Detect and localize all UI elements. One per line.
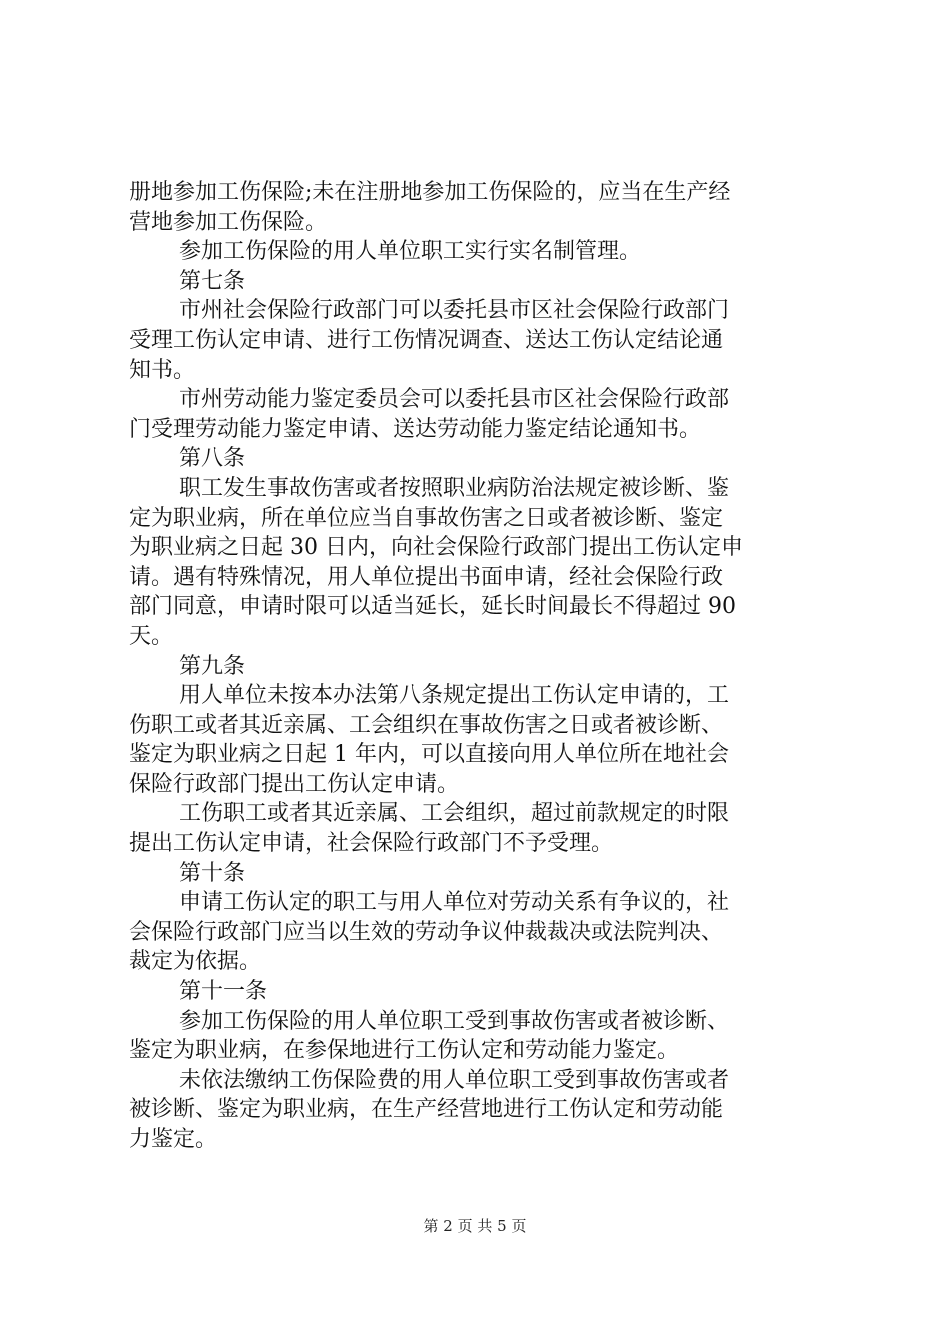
text-line: 提出工伤认定申请，社会保险行政部门不予受理。: [129, 831, 614, 857]
text-line: 工伤职工或者其近亲属、工会组织，超过前款规定的时限: [179, 801, 730, 827]
text-line: 伤职工或者其近亲属、工会组织在事故伤害之日或者被诊断、: [129, 712, 724, 738]
text-line: 第七条: [179, 268, 246, 294]
text-line: 部门同意，申请时限可以适当延长，延长时间最长不得超过 90: [129, 594, 736, 620]
text-line: 保险行政部门提出工伤认定申请。: [129, 771, 460, 797]
text-line: 鉴定为职业病之日起 1 年内，可以直接向用人单位所在地社会: [129, 742, 729, 768]
text-line: 营地参加工伤保险。: [129, 209, 328, 235]
text-line: 第八条: [179, 446, 246, 472]
text-line: 鉴定为职业病，在参保地进行工伤认定和劳动能力鉴定。: [129, 1038, 680, 1064]
text-line: 用人单位未按本办法第八条规定提出工伤认定申请的，工: [179, 683, 730, 709]
text-line: 市州劳动能力鉴定委员会可以委托县市区社会保险行政部: [179, 387, 730, 413]
text-line: 门受理劳动能力鉴定申请、送达劳动能力鉴定结论通知书。: [129, 416, 702, 442]
text-line: 请。遇有特殊情况，用人单位提出书面申请，经社会保险行政: [129, 564, 724, 590]
text-line: 为职业病之日起 30 日内，向社会保险行政部门提出工伤认定申: [129, 535, 743, 561]
text-line: 第十条: [179, 860, 246, 886]
text-line: 会保险行政部门应当以生效的劳动争议仲裁裁决或法院判决、: [129, 919, 724, 945]
text-line: 被诊断、鉴定为职业病，在生产经营地进行工伤认定和劳动能: [129, 1097, 724, 1123]
text-line: 市州社会保险行政部门可以委托县市区社会保险行政部门: [179, 298, 730, 324]
document-body: [129, 178, 832, 1155]
text-line: 知书。: [129, 357, 196, 383]
text-line: 裁定为依据。: [129, 949, 262, 975]
text-line: 第十一条: [179, 979, 268, 1005]
text-line: 受理工伤认定申请、进行工伤情况调查、送达工伤认定结论通: [129, 327, 724, 353]
text-line: 第九条: [179, 653, 246, 679]
text-line: 定为职业病，所在单位应当自事故伤害之日或者被诊断、鉴定: [129, 505, 724, 531]
text-line: 参加工伤保险的用人单位职工实行实名制管理。: [179, 239, 642, 265]
text-line: 天。: [129, 623, 174, 649]
page-footer: [0, 1216, 950, 1236]
text-line: 力鉴定。: [129, 1127, 218, 1152]
text-line: 册地参加工伤保险;未在注册地参加工伤保险的，应当在生产经: [129, 180, 731, 205]
text-line: 未依法缴纳工伤保险费的用人单位职工受到事故伤害或者: [179, 1067, 730, 1093]
text-line: 职工发生事故伤害或者按照职业病防治法规定被诊断、鉴: [179, 475, 730, 501]
page-number-label: 第 2 页 共 5 页: [423, 1217, 527, 1235]
text-line: 参加工伤保险的用人单位职工受到事故伤害或者被诊断、: [179, 1008, 730, 1034]
text-line: 申请工伤认定的职工与用人单位对劳动关系有争议的，社: [179, 890, 730, 916]
